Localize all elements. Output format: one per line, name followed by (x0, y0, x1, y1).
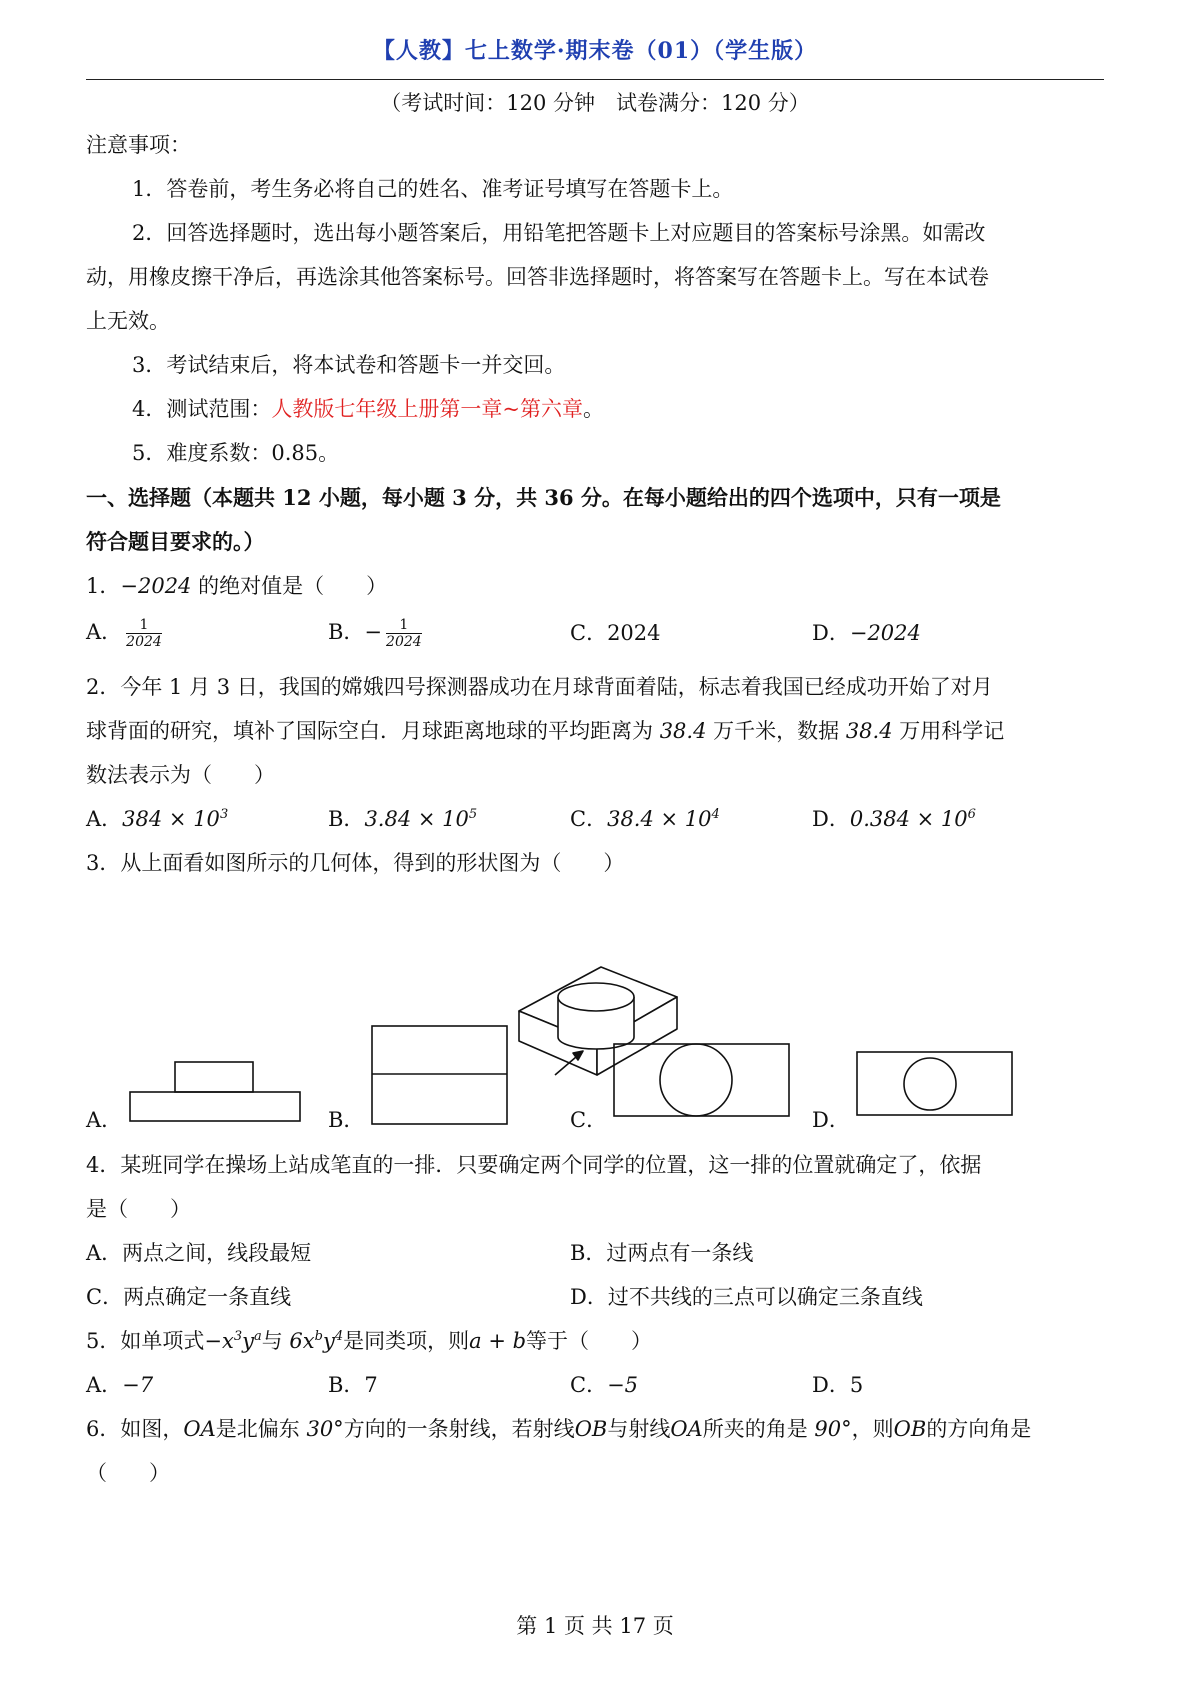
q5-text-1: 5．如单项式− (86, 1329, 222, 1353)
note-5: 5．难度系数：0.85。 (132, 441, 340, 465)
q1-option-b-numerator: 1 (386, 617, 422, 634)
q1-option-c: C．2024 (570, 621, 661, 645)
q5-text-4: 等于（ ） (526, 1329, 653, 1353)
q2-text-c: 万千米，数据 (706, 719, 846, 743)
q5-option-c-value: −5 (607, 1373, 639, 1397)
q5-var-y: y (242, 1329, 254, 1353)
q5-var-y2: y (322, 1329, 335, 1353)
q1-number: 1． (86, 574, 121, 598)
q3-a-top-rect (175, 1062, 253, 1092)
q5-option-a-label: A． (86, 1373, 123, 1397)
q5-option-a-value: −7 (122, 1373, 154, 1397)
q5-option-b: B．7 (328, 1373, 378, 1397)
q1-option-a-fraction (126, 617, 162, 650)
q5-text-2: 与 (261, 1329, 290, 1353)
q2-option-d-exponent: 6 (967, 807, 976, 822)
q3-a-bottom-rect (130, 1092, 300, 1121)
note-3: 3．考试结束后，将本试卷和答题卡一并交回。 (132, 353, 566, 377)
q3-option-c-label: C． (570, 1108, 608, 1132)
note-2-line1: 2．回答选择题时，选出每小题答案后，用铅笔把答题卡上对应题目的答案标号涂黑。如需改 (132, 221, 986, 245)
note-4-prefix: 4．测试范围： (132, 397, 272, 421)
q1-option-a-numerator: 1 (126, 617, 162, 634)
q6-ray-oa: OA (183, 1417, 216, 1441)
q2-option-c (570, 804, 720, 834)
q6-ray-oa-2: OA (670, 1417, 703, 1441)
q3-b-outer-rect (372, 1026, 507, 1124)
q3-option-b-label: B． (328, 1108, 365, 1132)
q2-option-c-label: C． (570, 807, 608, 831)
notes-title: 注意事项： (86, 133, 191, 157)
q2-value-2: 38.4 (845, 719, 893, 743)
q2-option-c-base: 38.4 × 10 (607, 807, 712, 831)
q1-text: 的绝对值是（ ） (191, 574, 388, 598)
q2-stem-line1: 2．今年 1 月 3 日，我国的嫦娥四号探测器成功在月球背面着陆，标志着我国已经成功开始了对月 (86, 675, 993, 699)
q1-option-a-label: A． (86, 620, 123, 644)
q4-option-c: C．两点确定一条直线 (86, 1285, 292, 1309)
q6-angle-90: 90° (814, 1417, 852, 1441)
q2-text-e: 万用科学记 (892, 719, 1005, 743)
q1-option-a (86, 617, 162, 650)
q4-option-a: A．两点之间，线段最短 (86, 1241, 312, 1265)
q5-term-6x: 6x (289, 1329, 315, 1353)
q6-angle-30: 30° (306, 1417, 344, 1441)
q6-text-3: 方向的一条射线，若射线 (343, 1417, 575, 1441)
q6-text-6: ，则 (851, 1417, 894, 1441)
q5-option-c-label: C． (570, 1373, 608, 1397)
q1-option-d-label: D． (812, 621, 850, 645)
note-4-scope: 人教版七年级上册第一章~第六章 (271, 397, 583, 421)
note-4 (132, 394, 1152, 424)
q5-text-3: 是同类项，则 (343, 1329, 470, 1353)
q3-c-circle (660, 1044, 732, 1116)
q5-exp-1: 3 (233, 1329, 243, 1344)
section1-heading-line2: 符合题目要求的。） (86, 529, 265, 554)
q4-stem-line2: 是（ ） (86, 1197, 191, 1221)
q3-option-c-figure (612, 1042, 792, 1120)
q2-option-b-base: 3.84 × 10 (364, 807, 469, 831)
q1-option-a-denominator: 2024 (126, 634, 162, 650)
q2-stem-line2 (86, 716, 1106, 746)
q5-option-a (86, 1370, 153, 1400)
note-1: 1．答卷前，考生务必将自己的姓名、准考证号填写在答题卡上。 (132, 177, 734, 201)
exam-info: （考试时间：120 分钟 试卷满分：120 分） (380, 91, 810, 115)
note-2-line2: 动，用橡皮擦干净后，再选涂其他答案标号。回答非选择题时，将答案写在答题卡上。写在本试卷 (86, 265, 989, 289)
q2-option-c-exponent: 4 (711, 807, 720, 822)
q2-text-a: 球背面的研究，填补了国际空白．月球距离地球的平均距离为 (86, 719, 660, 743)
q3-d-circle (904, 1058, 956, 1110)
q1-option-b-label: B．− (328, 620, 383, 644)
q3-option-a-label: A． (86, 1108, 123, 1132)
q1-value: −2024 (120, 574, 192, 598)
q2-option-b (328, 804, 477, 834)
q6-stem-line1 (86, 1414, 1106, 1444)
q3-stem: 3．从上面看如图所示的几何体，得到的形状图为（ ） (86, 851, 625, 875)
page-footer: 第 1 页 共 17 页 (516, 1614, 674, 1638)
q2-value-1: 38.4 (659, 719, 707, 743)
q4-option-b: B．过两点有一条线 (570, 1241, 754, 1265)
q3-c-rect (614, 1044, 789, 1116)
q6-text-5: 所夹的角是 (702, 1417, 815, 1441)
header-rule (86, 79, 1104, 80)
q1-option-b (328, 617, 422, 650)
q6-stem-line2: （ ） (86, 1461, 170, 1485)
q2-stem-line3: 数法表示为（ ） (86, 763, 275, 787)
q5-exp-2: a (253, 1329, 262, 1344)
q1-option-b-denominator: 2024 (386, 634, 422, 650)
q2-option-b-label: B． (328, 807, 365, 831)
q3-option-d-figure (855, 1050, 1015, 1118)
q5-exp-3: b (314, 1329, 323, 1344)
q2-option-a (86, 804, 228, 834)
cylinder-top (558, 983, 634, 1011)
q1-option-d (812, 618, 921, 648)
q2-option-d-base: 0.384 × 10 (849, 807, 968, 831)
q6-text-1: 6．如图， (86, 1417, 184, 1441)
q6-text-2: 是北偏东 (215, 1417, 307, 1441)
note-2-line3: 上无效。 (86, 309, 170, 333)
q3-option-d-label: D． (812, 1108, 850, 1132)
q2-option-d (812, 804, 976, 834)
q5-option-c (570, 1370, 638, 1400)
q2-option-a-base: 384 × 10 (122, 807, 220, 831)
q5-stem (86, 1326, 1106, 1356)
q1-option-b-fraction (386, 617, 422, 650)
q3-option-a-figure (128, 1060, 303, 1124)
note-4-suffix: 。 (582, 397, 604, 421)
q4-stem-line1: 4．某班同学在操场上站成笔直的一排．只要确定两个同学的位置，这一排的位置就确定了，依据 (86, 1153, 982, 1177)
q2-option-a-exponent: 3 (219, 807, 229, 822)
q2-option-d-label: D． (812, 807, 850, 831)
q3-d-rect (857, 1052, 1012, 1115)
q6-ray-ob: OB (574, 1417, 608, 1441)
q2-option-a-label: A． (86, 807, 123, 831)
q2-option-b-exponent: 5 (468, 807, 478, 822)
q5-var-x: x (221, 1329, 234, 1353)
q3-option-b-figure (370, 1024, 510, 1128)
q5-exp-4: 4 (334, 1329, 344, 1344)
q6-text-7: 的方向角是 (926, 1417, 1032, 1441)
header-title: 【人教】七上数学·期末卷（01）（学生版） (372, 38, 818, 64)
q6-ray-ob-2: OB (893, 1417, 927, 1441)
q5-option-d: D．5 (812, 1373, 864, 1397)
q6-text-4: 与射线 (607, 1417, 671, 1441)
q1-option-d-value: −2024 (849, 621, 921, 645)
q5-expr-a-plus-b: a + b (469, 1329, 527, 1353)
q1-stem (86, 571, 1106, 601)
q4-option-d: D．过不共线的三点可以确定三条直线 (570, 1285, 923, 1309)
section1-heading-line1: 一、选择题（本题共 12 小题，每小题 3 分，共 36 分。在每小题给出的四个选项中，只有一项是 (86, 485, 1001, 510)
